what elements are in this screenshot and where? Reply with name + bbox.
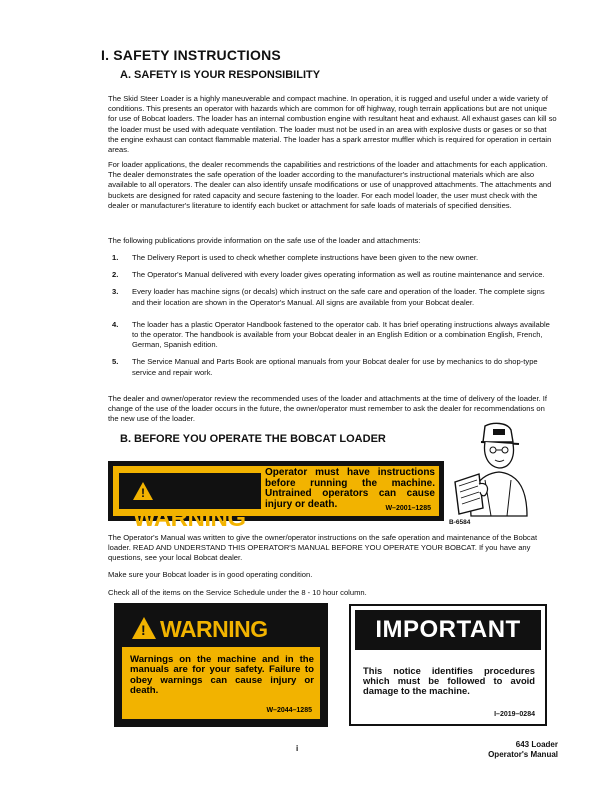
paragraph-dealer: For loader applications, the dealer recommends the capabilities and restrictions of the loader and attachments for each application. The dealer demonstrates the safe operation of the loader according to the manufacturer's instructional materials which are also available to all operators. The dealer can also identify unsafe modifications or use of unapproved attachments. The attachments and buckets are designed for rated capacity and secure fastening to the loader. For each model loader, the user must check with the dealer or manufacturer's literature to identify each bucket or attachment for safe loads of materials of specified densities. bbox=[108, 160, 552, 210]
paragraph-publications: The following publications provide information on the safe use of the loader and attachments: bbox=[108, 236, 421, 245]
paragraph-service-schedule: Check all of the items on the Service Schedule under the 8 - 10 hour column. bbox=[108, 588, 367, 597]
warning-message: Warnings on the machine and in the manuals are for your safety. Failure to obey warnings can cause injury or death. bbox=[130, 654, 314, 697]
warning-message: Operator must have instructions before running the machine. Untrained operators can cause injury or death. bbox=[265, 467, 435, 510]
footer-model: 643 Loader bbox=[515, 740, 558, 749]
list-item bbox=[112, 253, 557, 263]
important-label-panel bbox=[355, 610, 541, 650]
list-item-number: 3. bbox=[112, 287, 119, 297]
important-label: IMPORTANT bbox=[375, 616, 521, 643]
list-item bbox=[112, 320, 557, 351]
warning-sign-panel bbox=[119, 473, 261, 532]
section-title: I. SAFETY INSTRUCTIONS bbox=[101, 47, 281, 63]
warning-label: WARNING bbox=[160, 616, 268, 642]
publications-list bbox=[112, 253, 557, 383]
paragraph-intro: The Skid Steer Loader is a highly maneuverable and compact machine. In operation, it is rugged and useful under a wide variety of conditions. This presents an operator with hazards which are common for off highway, rough terrain applications but are not unique for use of Bobcat loaders. The loader has an internal combustion engine with resultant heat and exhaust. All exhaust gases can kill so the loader must be used with adequate ventilation. The loader must not be used in an area with explosive dusts or gases or so that the engine exhaust can contact flammable material. The loader has a spark arrestor muffler which is required for operation in certain areas. bbox=[108, 94, 557, 155]
list-item-text: The Service Manual and Parts Book are optional manuals from your Bobcat dealer for use by mechanics to do shop-type service and repair work. bbox=[132, 357, 538, 377]
list-item bbox=[112, 287, 557, 307]
warning-decal-operator bbox=[108, 461, 444, 532]
list-item bbox=[112, 270, 557, 280]
list-item-number: 1. bbox=[112, 253, 119, 262]
subsection-b-heading: B. BEFORE YOU OPERATE THE BOBCAT LOADER bbox=[120, 433, 386, 445]
list-item bbox=[112, 357, 557, 377]
list-item-text: The loader has a plastic Operator Handbook fastened to the operator cab. It has brief operating instructions always available to the operator. The handbook is available from your Bobcat dealer in an English Edition or a combination English, French, German, Spanish edition. bbox=[132, 319, 550, 350]
warning-triangle-icon: ! bbox=[132, 617, 156, 639]
important-message: This notice identifies procedures which must be followed to avoid damage to the machine. bbox=[363, 665, 535, 697]
page-number: i bbox=[296, 744, 299, 753]
warning-label: WARNING bbox=[133, 505, 246, 532]
operator-reading-manual-illustration bbox=[449, 420, 531, 518]
list-item-number: 2. bbox=[112, 270, 119, 280]
paragraph-operators-manual: The Operator's Manual was written to give the owner/operator instructions on the safe operation and maintenance of the Bobcat loader. READ AND UNDERSTAND THIS OPERATOR'S MANUAL BEFORE YOU OPERATE YOUR BOBCAT. If you have any questions, see your local Bobcat dealer. bbox=[108, 533, 538, 563]
footer bbox=[488, 740, 558, 760]
list-item-number: 5. bbox=[112, 357, 119, 367]
paragraph-review: The dealer and owner/operator review the recommended uses of the loader and attachments at the time of delivery of the loader. If change of the use of the loader occurs in the future, the owner/operator must remember to ask the dealer for recommendations on the new use of the loader. bbox=[108, 394, 548, 424]
list-item-text: The Operator's Manual delivered with every loader gives operating information as well as routine maintenance and service. bbox=[132, 270, 545, 280]
important-code: I–2019–0284 bbox=[494, 711, 535, 718]
warning-code: W–2044–1285 bbox=[266, 707, 312, 714]
paragraph-condition: Make sure your Bobcat loader is in good operating condition. bbox=[108, 570, 313, 579]
warning-code: W–2001–1285 bbox=[385, 505, 431, 512]
important-notice bbox=[349, 604, 547, 726]
list-item-text: The Delivery Report is used to check whether complete instructions have been given to the new owner. bbox=[132, 253, 479, 262]
warning-sign-panel bbox=[122, 611, 320, 647]
warning-triangle-icon: ! bbox=[133, 482, 153, 500]
list-item-number: 4. bbox=[112, 319, 119, 329]
warning-decal-safety bbox=[114, 603, 328, 727]
figure-code: B-6584 bbox=[449, 519, 471, 526]
footer-manual-title: Operator's Manual bbox=[488, 750, 558, 759]
subsection-a-heading: A. SAFETY IS YOUR RESPONSIBILITY bbox=[120, 69, 321, 81]
list-item-text: Every loader has machine signs (or decals) which instruct on the safe care and operation of the loader. The complete signs and their location are shown in the Operator's Manual. All signs are available from your Bobcat dealer. bbox=[132, 287, 545, 307]
